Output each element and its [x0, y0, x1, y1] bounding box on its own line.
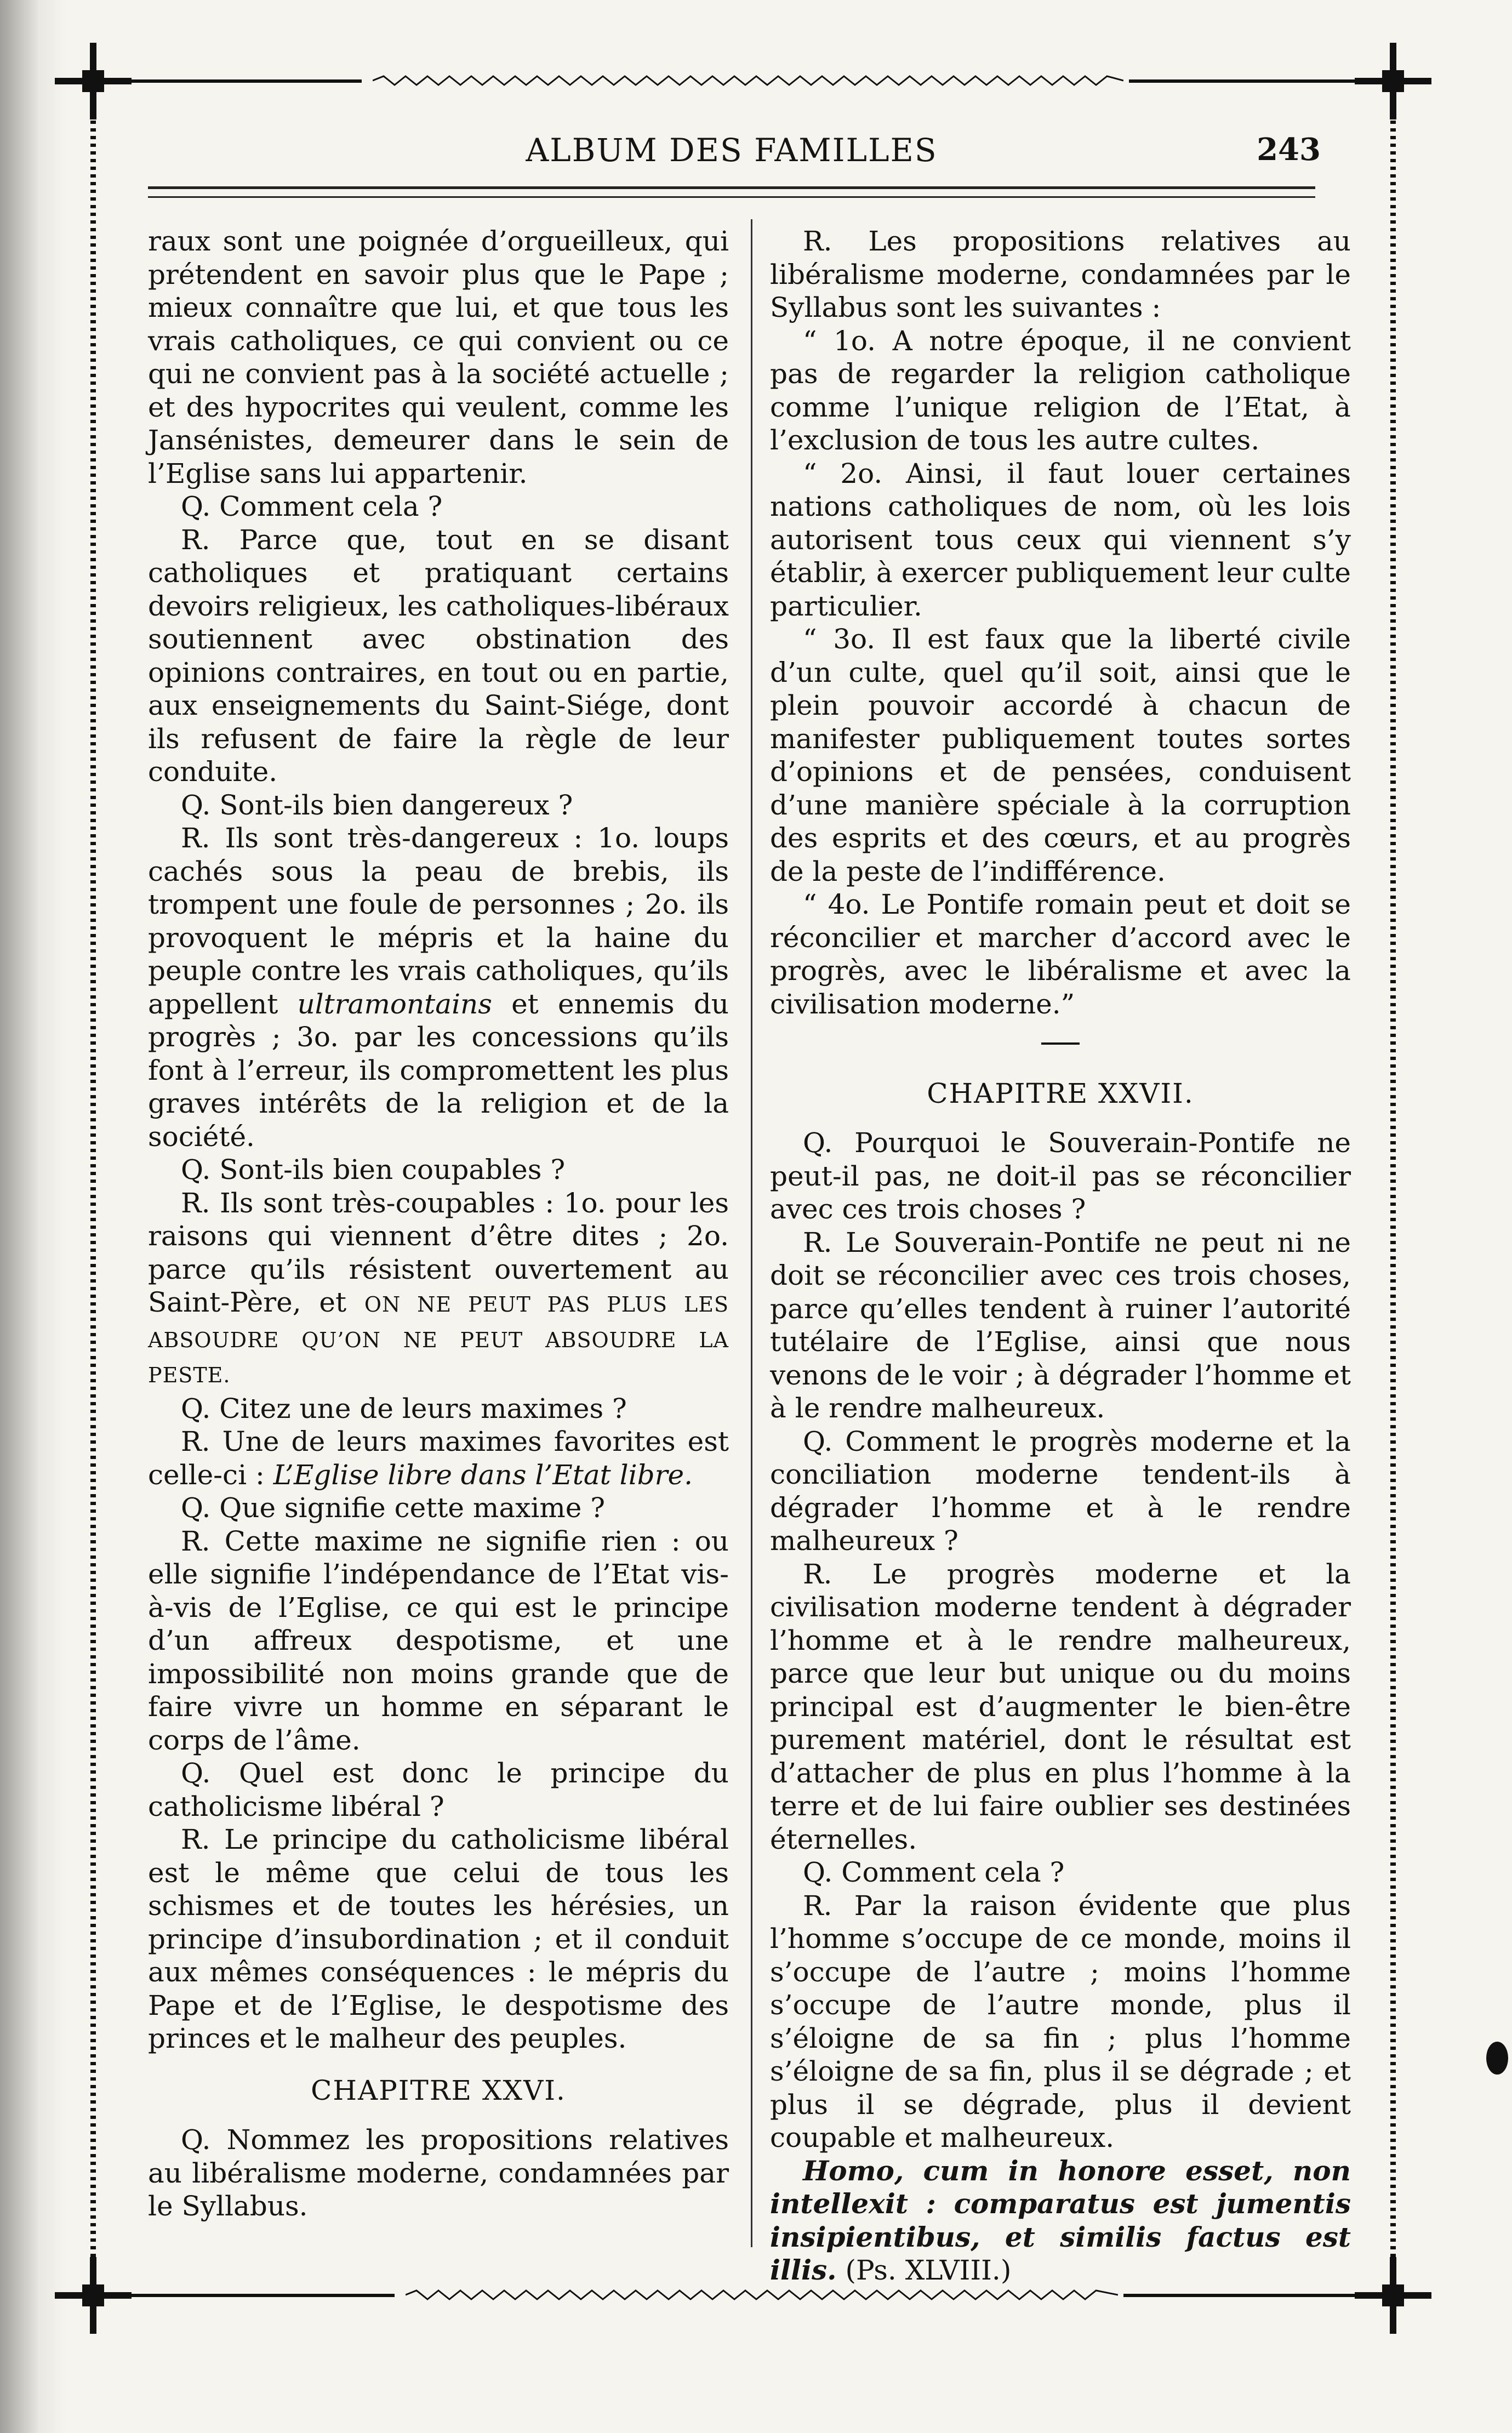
question: Q. Comment cela ? — [181, 491, 443, 522]
question: Q. Pourquoi le Souverain-Pontife ne peut-il pas, ne doit-il pas se réconcilier avec ces trois choses ? — [770, 1127, 1351, 1225]
right-column — [770, 225, 1351, 2287]
answer: R. Le principe du catholicisme libéral est le même que celui de tous les schismes et de toutes les hérésies, un principe d’insubordination ; et il conduit aux mêmes conséquences : le mépris du Pape et de l’Eglise, le despotisme des princes et le malheur des peuples. — [148, 1824, 729, 2054]
corner-cross-icon — [55, 43, 132, 119]
ornament-left-border — [90, 82, 96, 2291]
answer-text: R. Une de leurs maximes favorites est celle-ci : — [148, 1426, 729, 1491]
answer: R. Par la raison évidente que plus l’homme s’occupe de ce monde, moins il s’occupe de l’autre ; moins l’homme s’occupe de l’autre monde, plus il s’éloigne de sa fin ; plus l’homme s’éloigne de sa fin, plus il se dégrade ; et plus il se dégrade, plus il devient coupable et malheureux. — [770, 1889, 1351, 2153]
section-dash — [770, 1025, 1351, 1058]
answer: R. Parce que, tout en se disant catholiques et pratiquant certains devoirs religieux, les catholiques-libéraux soutiennent avec obstination des opinions contraires, en tout ou en partie, aux enseignements du Saint-Siége, dont ils refusent de faire la règle de leur conduite. — [148, 523, 729, 788]
chapter-heading: CHAPITRE XXVI. — [311, 2074, 566, 2106]
left-column — [148, 225, 729, 2223]
corner-cross-icon — [1355, 43, 1431, 119]
question: Q. Comment le progrès moderne et la conciliation moderne tendent-ils à dégrader l’homme et à le rendre malheureux ? — [770, 1425, 1351, 1557]
question: Q. Comment cela ? — [803, 1856, 1065, 1888]
ornament-right-border — [1390, 82, 1396, 2291]
question: Q. Citez une de leurs maximes ? — [181, 1392, 627, 1425]
page-header — [148, 132, 1321, 186]
latin-text: Homo, cum in honore esset, non intellexit : comparatus est jumentis insipientibus, et similis factus est illis. — [770, 2154, 1351, 2286]
question: Q. Nommez les propositions relatives au libéralisme moderne, condamnées par le Syllabus. — [148, 2124, 729, 2222]
paragraph: raux sont une poignée d’orgueilleux, qui prétendent en savoir plus que le Pape ; mieux connaître que lui, et que tous les vrais catholiques, ce qui convient ou ce qui ne convient pas à la société actuelle ; et des hypocrites qui veulent, comme les Jansénistes, demeurer dans le sein de l’Eglise sans lui appartenir. — [148, 225, 729, 489]
proposition: “ 3o. Il est faux que la liberté civile d’un culte, quel qu’il soit, ainsi que le plein pouvoir accordé à chacun de manifester publiquement toutes sortes d’opinions et de pensées, conduisent d’une manière spéciale à la corruption des esprits et des cœurs, et au progrès de la peste de l’indifférence. — [770, 623, 1351, 887]
page-number: 243 — [1257, 132, 1321, 168]
italic-term: ultramontains — [297, 988, 492, 1020]
answer-text: R. Ils sont très-dangereux : 1o. loups cachés sous la peau de brebis, ils trompent une foule de personnes ; 2o. ils provoquent le mépris et la haine du peuple contre les vrais catholiques, qu’ils appellent — [148, 822, 729, 1020]
header-rule — [148, 196, 1315, 198]
chapter-heading: CHAPITRE XXVII. — [927, 1077, 1194, 1109]
scan-shadow — [0, 0, 66, 2433]
corner-cross-icon — [55, 2257, 132, 2334]
answer: R. Le Souverain-Pontife ne peut ni ne doit se réconcilier avec ces trois choses, parce qu’elles tendent à ruiner l’autorité tutélaire de l’Eglise, ainsi que nous venons de le voir ; à dégrader l’homme et à le rendre malheureux. — [770, 1226, 1351, 1424]
ornament-bottom-border — [88, 2288, 1397, 2301]
question: Q. Sont-ils bien dangereux ? — [181, 789, 573, 821]
small-caps-text: ON NE PEUT PAS PLUS LES ABSOUDRE QU’ON NE PEUT ABSOUDRE LA PESTE. — [148, 1292, 729, 1387]
running-title: ALBUM DES FAMILLES — [526, 132, 938, 169]
answer — [148, 1187, 729, 1392]
wave-ornament-icon — [406, 2288, 1118, 2301]
wave-ornament-icon — [373, 74, 1123, 87]
corner-cross-icon — [1355, 2257, 1431, 2334]
proposition: “ 4o. Le Pontife romain peut et doit se réconcilier et marcher d’accord avec le progrès, avec le libéralisme et avec la civilisation moderne.” — [770, 888, 1351, 1020]
answer — [148, 1425, 729, 1491]
answer-text: et ennemis du progrès ; 3o. par les concessions qu’ils font à l’erreur, ils compromettent les plus graves intérêts de la religion et de la société. — [148, 988, 729, 1153]
answer — [148, 822, 729, 1153]
ornament-rule — [88, 2294, 395, 2297]
proposition: “ 2o. Ainsi, il faut louer certaines nations catholiques de nom, où les lois autorisent tous ceux qui viennent s’y établir, à exercer publiquement leur culte particulier. — [770, 457, 1351, 622]
answer: R. Cette maxime ne signifie rien : ou elle signifie l’indépendance de l’Etat vis-à-vis de l’Eglise, ce qui est le principe d’un affreux despotisme, et une impossibilité non moins grande que de faire vivre un homme en séparant le corps de l’âme. — [148, 1525, 729, 1756]
margin-dot-icon — [1486, 2042, 1508, 2075]
answer-text: R. Ils sont très-coupables : 1o. pour les raisons qui viennent d’être dites ; 2o. parce qu’ils résistent ouvertement au Saint-Père, et — [148, 1187, 729, 1318]
citation: (Ps. XLVIII.) — [845, 2254, 1012, 2286]
answer: R. Le progrès moderne et la civilisation moderne tendent à dégrader l’homme et à le rendre malheureux, parce que leur but unique ou du moins principal est d’augmenter le bien-être purement matériel, dont le résultat est d’attacher de plus en plus l’homme à la terre et de lui faire oublier ses destinées éternelles. — [770, 1558, 1351, 1855]
answer: R. Les propositions relatives au libéralisme moderne, condamnées par le Syllabus sont les suivantes : — [770, 225, 1351, 323]
latin-quotation — [770, 2155, 1351, 2287]
header-rule — [148, 186, 1315, 189]
question: Q. Sont-ils bien coupables ? — [181, 1154, 566, 1186]
proposition: “ 1o. A notre époque, il ne convient pas de regarder la religion catholique comme l’unique religion de l’Etat, à l’exclusion de tous les autre cultes. — [770, 324, 1351, 456]
ornament-top-border — [88, 74, 1397, 87]
column-divider — [751, 219, 752, 2247]
italic-maxim: L’Eglise libre dans l’Etat libre. — [273, 1458, 693, 1491]
question: Q. Que signifie cette maxime ? — [181, 1492, 606, 1524]
question: Q. Quel est donc le principe du catholicisme libéral ? — [148, 1757, 729, 1822]
